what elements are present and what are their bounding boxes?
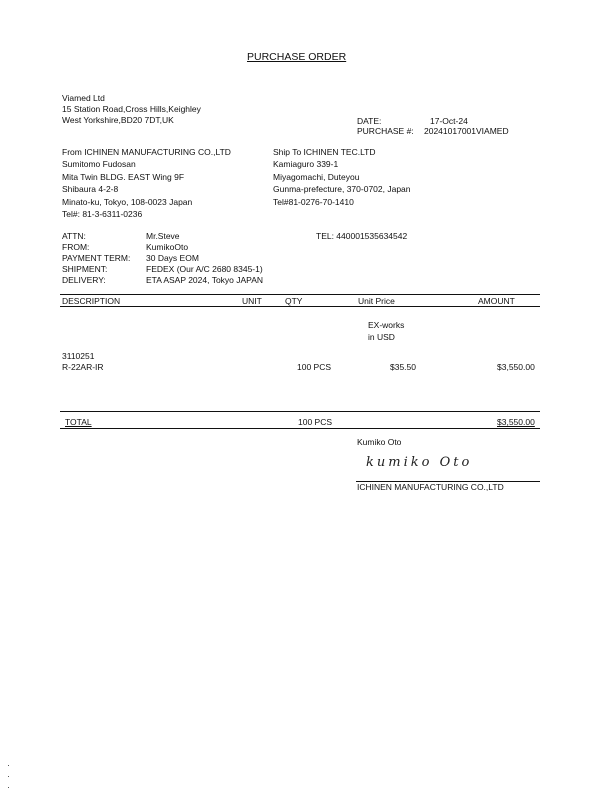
from-line: Mita Twin BLDG. EAST Wing 9F [62,172,185,182]
ship-to-line: Gunma-prefecture, 370-0702, Japan [273,184,411,194]
from-line: Shibaura 4-2-8 [62,184,119,194]
header-unit: UNIT [242,296,262,306]
from-line: From ICHINEN MANUFACTURING CO.,LTD [62,147,231,157]
detail-value: KumikoOto [146,242,189,252]
item-qty: 100 PCS [297,362,332,372]
detail-label: DELIVERY: [62,275,106,285]
attn-tel: TEL: 440001535634542 [316,231,408,241]
ship-to-line: Tel#81-0276-70-1410 [273,197,354,207]
detail-value: Mr.Steve [146,231,180,241]
price-note: EX-works [368,320,405,330]
handwritten-signature: kumiko Oto [366,455,473,470]
total-amount: $3,550.00 [497,417,535,427]
header-unit-price: Unit Price [358,296,395,306]
ship-to-line: Ship To ICHINEN TEC.LTD [273,147,376,157]
header-description: DESCRIPTION [62,296,121,306]
page-title: PURCHASE ORDER [247,51,347,63]
buyer-address-2: West Yorkshire,BD20 7DT,UK [62,115,174,125]
scan-speck [8,776,9,777]
signer-name: Kumiko Oto [357,437,402,447]
po-value: 20241017001VIAMED [424,126,509,136]
item-amount: $3,550.00 [497,362,535,372]
detail-label: ATTN: [62,231,86,241]
signer-company: ICHINEN MANUFACTURING CO.,LTD [357,482,504,492]
detail-label: FROM: [62,242,90,252]
price-currency-note: in USD [368,332,395,342]
detail-value: FEDEX (Our A/C 2680 8345-1) [146,264,263,274]
table-top-rule [60,294,540,295]
date-value: 17-Oct-24 [430,116,468,126]
po-label: PURCHASE #: [357,126,414,136]
header-rule [60,306,540,307]
ship-to-line: Kamiaguro 339-1 [273,159,339,169]
detail-value: 30 Days EOM [146,253,199,263]
scan-speck [8,787,9,788]
item-unit-price: $35.50 [390,362,416,372]
item-code: 3110251 [62,351,95,361]
from-line: Tel#: 81-3-6311-0236 [62,209,143,219]
detail-label: PAYMENT TERM: [62,253,131,263]
header-qty: QTY [285,296,303,306]
detail-label: SHIPMENT: [62,264,108,274]
from-line: Minato-ku, Tokyo, 108-0023 Japan [62,197,193,207]
from-line: Sumitomo Fudosan [62,159,136,169]
item-name: R-22AR-IR [62,362,104,372]
date-label: DATE: [357,116,382,126]
total-qty: 100 PCS [298,417,333,427]
buyer-address-1: 15 Station Road,Cross Hills,Keighley [62,104,201,114]
total-bottom-rule [60,428,540,429]
ship-to-line: Miyagomachi, Duteyou [273,172,360,182]
total-label: TOTAL [65,417,92,427]
header-amount: AMOUNT [478,296,515,306]
detail-value: ETA ASAP 2024, Tokyo JAPAN [146,275,264,285]
scan-speck [8,765,9,766]
total-top-rule [60,411,540,412]
buyer-name: Viamed Ltd [62,93,105,103]
